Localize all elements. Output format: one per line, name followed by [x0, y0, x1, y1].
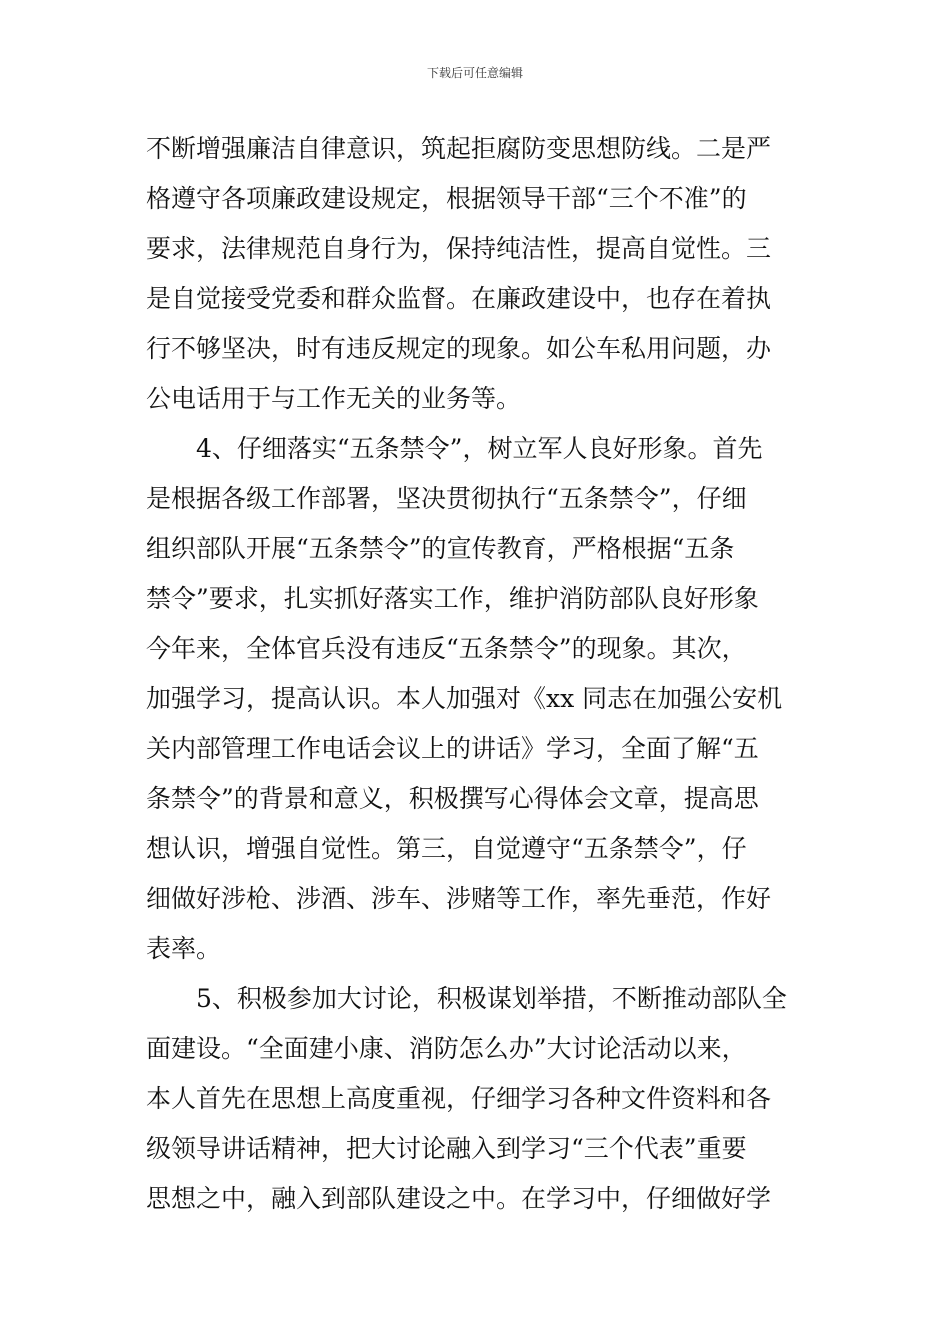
text-line: 不断增强廉洁自律意识，筑起拒腐防变思想防线。二是严 [146, 134, 772, 163]
text-line: 禁令”要求，扎实抓好落实工作，维护消防部队良好形象 [146, 584, 759, 613]
text-line: 4、仔细落实“五条禁令”，树立军人良好形象。首先 [196, 434, 763, 463]
text-line: 条禁令”的背景和意义，积极撰写心得体会文章，提高思 [146, 784, 759, 813]
text-line: 今年来，全体官兵没有违反“五条禁令”的现象。其次， [146, 634, 747, 663]
paragraph-continuation [146, 124, 806, 424]
paragraph-item-5 [146, 974, 806, 1224]
page-header: 下载后可任意编辑 [426, 66, 523, 80]
text-line: 公电话用于与工作无关的业务等。 [146, 384, 522, 413]
text-line: 本人首先在思想上高度重视，仔细学习各种文件资料和各 [146, 1084, 772, 1113]
text-line: 面建设。“全面建小康、消防怎么办”大讨论活动以来， [146, 1034, 747, 1063]
text-line: 是自觉接受党委和群众监督。在廉政建设中，也存在着执 [146, 284, 772, 313]
text-line: 加强学习，提高认识。本人加强对《xx 同志在加强公安机 [146, 684, 783, 713]
text-line: 是根据各级工作部署，坚决贯彻执行“五条禁令”，仔细 [146, 484, 747, 513]
text-line: 表率。 [146, 934, 222, 963]
text-line: 思想之中，融入到部队建设之中。在学习中，仔细做好学 [146, 1184, 772, 1213]
text-line: 细做好涉枪、涉酒、涉车、涉赌等工作，率先垂范，作好 [146, 884, 772, 913]
paragraph-item-4 [146, 424, 806, 974]
text-line: 格遵守各项廉政建设规定，根据领导干部“三个不准”的 [146, 184, 747, 213]
text-line: 想认识，增强自觉性。第三，自觉遵守“五条禁令”，仔 [146, 834, 747, 863]
text-line: 行不够坚决，时有违反规定的现象。如公车私用问题，办 [146, 334, 772, 363]
text-line: 5、积极参加大讨论，积极谋划举措，不断推动部队全 [196, 984, 787, 1013]
text-line: 要求，法律规范自身行为，保持纯洁性，提高自觉性。三 [146, 234, 772, 263]
document-body [146, 124, 806, 1224]
text-line: 组织部队开展“五条禁令”的宣传教育，严格根据“五条 [146, 534, 735, 563]
text-line: 关内部管理工作电话会议上的讲话》学习，全面了解“五 [146, 734, 759, 763]
text-line: 级领导讲话精神，把大讨论融入到学习“三个代表”重要 [146, 1134, 747, 1163]
